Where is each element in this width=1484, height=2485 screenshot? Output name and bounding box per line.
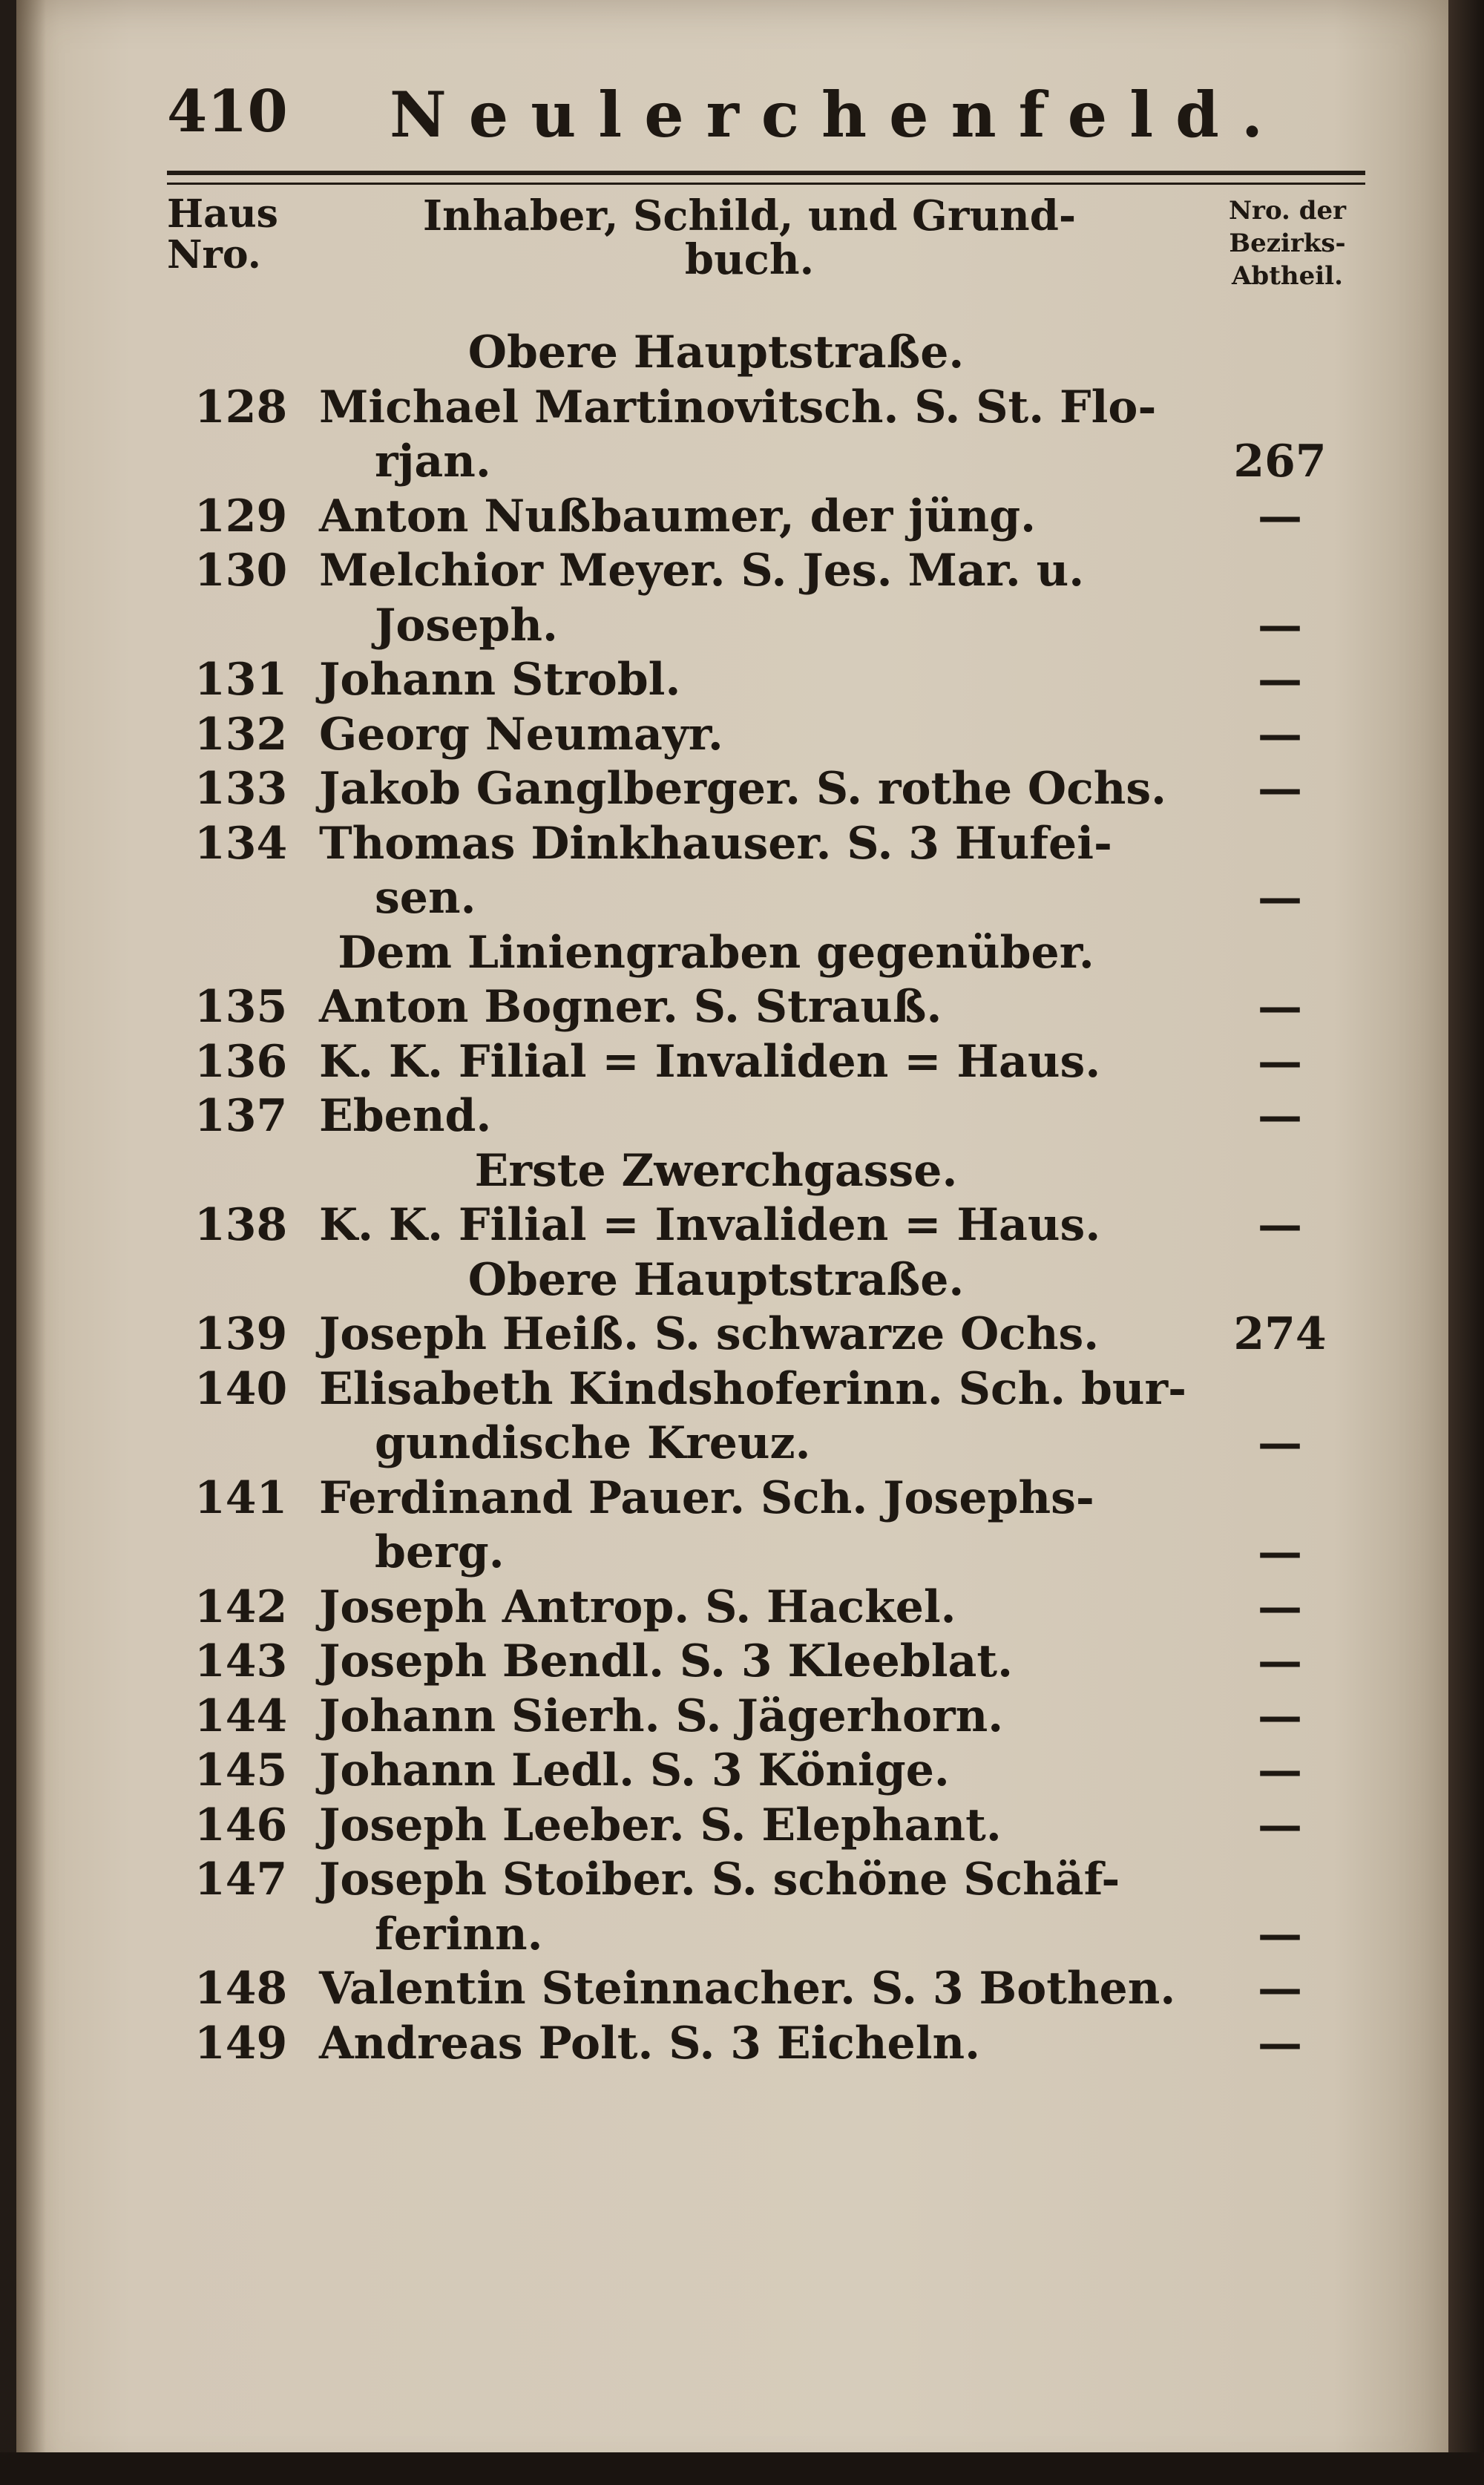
owner-entry: K. K. Filial = Invaliden = Haus. (319, 1035, 1101, 1088)
section-heading (0, 1145, 1432, 1198)
district-number: — (1258, 1417, 1302, 1469)
column-header-haus: Haus Nro. (167, 191, 278, 278)
district-number: — (1258, 2017, 1302, 2069)
house-number: 144 (194, 1690, 288, 1742)
district-number: — (1258, 981, 1302, 1033)
column-header-bezirk: Nro. der Bezirks- Abtheil. (1228, 196, 1347, 292)
owner-entry: Valentin Steinnacher. S. 3 Bothen. (319, 1963, 1176, 2015)
district-number: — (1258, 763, 1302, 815)
district-number: — (1258, 1908, 1302, 1960)
section-title: Obere Hauptstraße. (467, 1253, 965, 1306)
table-row (0, 1963, 1432, 2016)
house-number: 134 (194, 817, 288, 870)
district-number: — (1258, 1690, 1302, 1742)
house-number: 130 (194, 545, 288, 597)
table-row (0, 1799, 1432, 1853)
table-row (0, 1308, 1432, 1362)
house-number: 131 (194, 654, 288, 706)
section-title: Obere Hauptstraße. (467, 326, 965, 378)
running-title: Neulerchenfeld. (390, 78, 1286, 151)
district-number: — (1258, 1526, 1302, 1578)
table-row (0, 545, 1432, 598)
owner-entry: Johann Ledl. S. 3 Könige. (319, 1744, 950, 1796)
table-row (0, 1417, 1432, 1471)
owner-entry: Johann Sierh. S. Jägerhorn. (319, 1690, 1004, 1742)
district-number: — (1258, 1635, 1302, 1687)
district-number: — (1258, 1799, 1302, 1851)
table-row (0, 1526, 1432, 1580)
table-row (0, 1744, 1432, 1798)
table-row (0, 600, 1432, 653)
section-title: Erste Zwerchgasse. (474, 1144, 958, 1197)
house-number: 133 (194, 763, 288, 815)
bottom-edge (0, 2452, 1484, 2485)
district-number: — (1258, 1090, 1302, 1142)
district-number: — (1258, 1580, 1302, 1633)
table-row (0, 1581, 1432, 1635)
column-header-inhaber: Inhaber, Schild, und Grund- buch. (422, 191, 1077, 284)
header-rule-thin (167, 183, 1365, 185)
owner-entry: Joseph Leeber. S. Elephant. (319, 1799, 1002, 1851)
table-row (0, 1854, 1432, 1907)
table-row (0, 981, 1432, 1034)
owner-entry: Andreas Polt. S. 3 Eicheln. (319, 2017, 981, 2069)
house-number: 136 (194, 1035, 288, 1088)
section-heading (0, 326, 1432, 380)
district-number: — (1258, 1035, 1302, 1088)
owner-entry: Joseph. (375, 599, 558, 651)
owner-entry: gundische Kreuz. (375, 1417, 811, 1469)
table-row (0, 709, 1432, 762)
owner-entry: sen. (375, 872, 476, 924)
owner-entry: Ferdinand Pauer. Sch. Josephs- (319, 1471, 1094, 1524)
section-title: Dem Liniengraben gegenüber. (338, 926, 1094, 979)
table-row (0, 2018, 1432, 2071)
district-number: — (1258, 599, 1302, 651)
section-heading (0, 1254, 1432, 1307)
owner-entry: Joseph Heiß. S. schwarze Ochs. (319, 1308, 1100, 1360)
owner-entry: Melchior Meyer. S. Jes. Mar. u. (319, 545, 1085, 597)
owner-entry: Thomas Dinkhauser. S. 3 Hufei- (319, 817, 1112, 870)
house-number: 143 (194, 1635, 288, 1687)
house-number: 141 (194, 1471, 288, 1524)
owner-entry: Jakob Ganglberger. S. rothe Ochs. (319, 763, 1167, 815)
house-number: 132 (194, 708, 288, 761)
table-row (0, 490, 1432, 544)
house-number: 140 (194, 1362, 288, 1415)
table-row (0, 1036, 1432, 1089)
district-number: — (1258, 1744, 1302, 1796)
owner-entry: Joseph Stoiber. S. schöne Schäf- (319, 1854, 1120, 1905)
table-row (0, 872, 1432, 925)
table-row (0, 1472, 1432, 1526)
table-row (0, 1363, 1432, 1417)
house-number: 142 (194, 1580, 288, 1633)
district-number: — (1258, 1199, 1302, 1251)
house-number: 135 (194, 981, 288, 1033)
page-number: 410 (167, 78, 288, 145)
owner-entry: ferinn. (375, 1908, 543, 1960)
owner-entry: Ebend. (319, 1090, 492, 1142)
owner-entry: Michael Martinovitsch. S. St. Flo- (319, 381, 1157, 433)
house-number: 129 (194, 490, 288, 542)
house-number: 149 (194, 2017, 288, 2069)
owner-entry: Joseph Bendl. S. 3 Kleeblat. (319, 1635, 1013, 1687)
house-number: 138 (194, 1199, 288, 1251)
district-number: — (1258, 872, 1302, 924)
table-row (0, 1090, 1432, 1143)
owner-entry: berg. (375, 1526, 505, 1578)
table-row (0, 1199, 1432, 1253)
table-row (0, 654, 1432, 707)
house-number: 139 (194, 1308, 288, 1360)
page-header (167, 70, 1362, 152)
owner-entry: Anton Nußbaumer, der jüng. (319, 490, 1037, 542)
owner-entry: rjan. (375, 436, 491, 488)
district-number: 267 (1233, 436, 1327, 488)
owner-entry: Johann Strobl. (319, 654, 681, 706)
page-edge (1448, 0, 1484, 2485)
owner-entry: K. K. Filial = Invaliden = Haus. (319, 1199, 1101, 1251)
table-row (0, 1635, 1432, 1689)
house-number: 147 (194, 1854, 288, 1905)
district-number: — (1258, 490, 1302, 542)
table-row (0, 763, 1432, 816)
house-number: 146 (194, 1799, 288, 1851)
owner-entry: Georg Neumayr. (319, 708, 723, 761)
table-row (0, 1908, 1432, 1962)
house-number: 128 (194, 381, 288, 433)
header-rule-thick (167, 171, 1365, 175)
house-number: 137 (194, 1090, 288, 1142)
section-heading (0, 927, 1432, 980)
owner-entry: Anton Bogner. S. Strauß. (319, 981, 942, 1033)
house-number: 145 (194, 1744, 288, 1796)
district-number: — (1258, 1963, 1302, 2015)
table-row (0, 381, 1432, 435)
table-row (0, 818, 1432, 871)
district-number: — (1258, 654, 1302, 706)
owner-entry: Joseph Antrop. S. Hackel. (319, 1580, 956, 1633)
table-row (0, 1690, 1432, 1744)
owner-entry: Elisabeth Kindshoferinn. Sch. bur- (319, 1362, 1187, 1415)
district-number: 274 (1233, 1308, 1327, 1360)
district-number: — (1258, 708, 1302, 761)
house-number: 148 (194, 1963, 288, 2015)
table-row (0, 436, 1432, 489)
